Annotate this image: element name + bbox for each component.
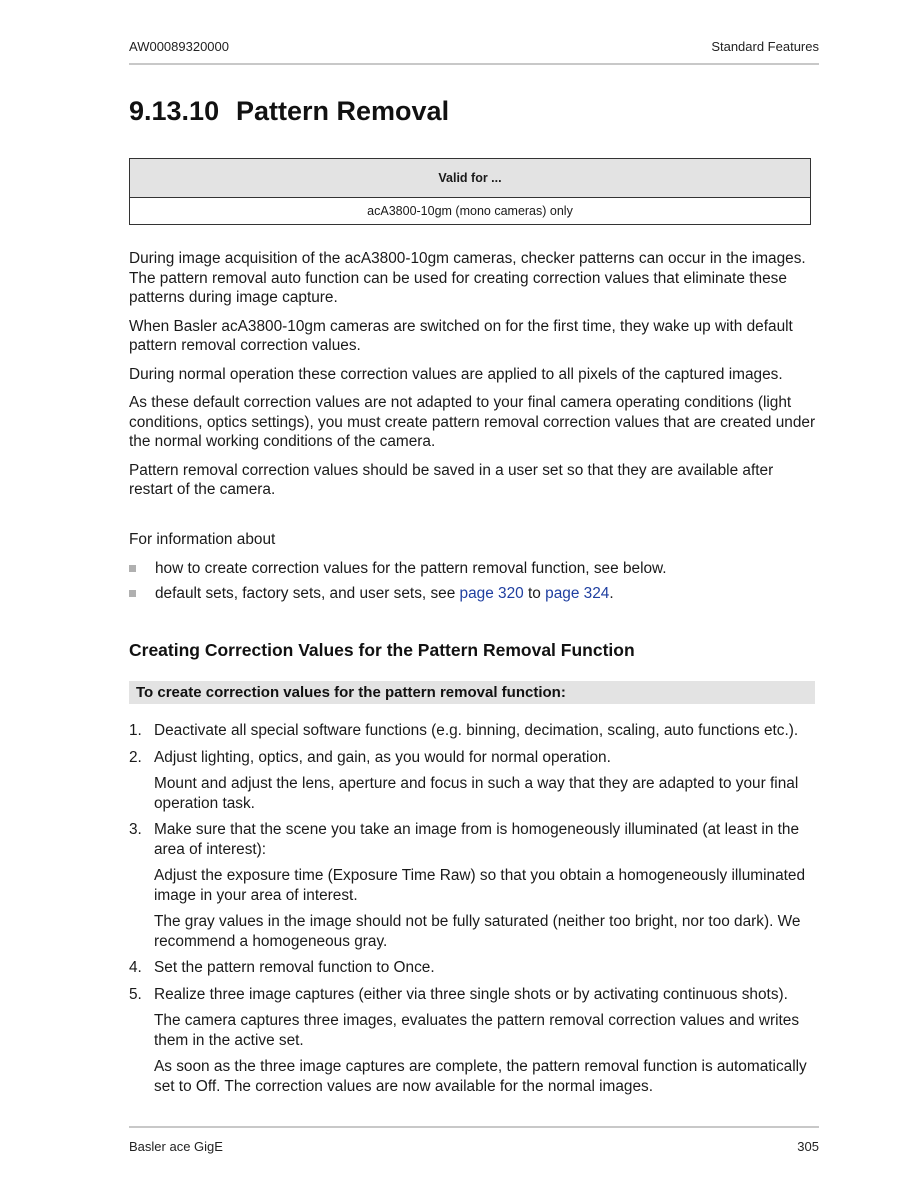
list-item-text: default sets, factory sets, and user sets, see xyxy=(155,585,460,602)
procedure-heading-bar xyxy=(129,681,815,704)
validity-table-header: Valid for ... xyxy=(130,159,811,198)
square-bullet-icon xyxy=(129,590,136,597)
list-item-text: . xyxy=(609,585,614,602)
step-1 xyxy=(129,721,819,741)
step-number: 3. xyxy=(129,821,142,838)
step-text: Adjust lighting, optics, and gain, as you would for normal operation. xyxy=(154,748,611,766)
paragraph: As these default correction values are not adapted to your final camera operating conditions (light conditions, optics settings), you must create pattern removal correction values that are created under the normal working conditions of the camera. xyxy=(129,394,816,450)
paragraph: When Basler acA3800-10gm cameras are switched on for the first time, they wake up with default pattern removal correction values. xyxy=(129,317,793,354)
step-text: Deactivate all special software functions (e.g. binning, decimation, scaling, auto functions etc.). xyxy=(154,722,799,739)
step-note: The gray values in the image should not be fully saturated (neither too bright, nor too dark). We recommend a homogeneous gray. xyxy=(154,913,801,950)
product-name: Basler ace GigE xyxy=(129,1139,223,1154)
section-title: Pattern Removal xyxy=(236,96,450,126)
step-text: Set the pattern removal function to Once. xyxy=(154,959,435,976)
step-5 xyxy=(129,985,819,1097)
doc-id: AW00089320000 xyxy=(129,39,229,54)
paragraph: Pattern removal correction values should be saved in a user set so that they are available after restart of the camera. xyxy=(129,461,774,498)
page-header xyxy=(129,39,819,55)
list-item xyxy=(129,559,819,579)
step-note: The camera captures three images, evaluates the pattern removal correction values and writes them in the active set. xyxy=(154,1012,800,1049)
list-item-text: to xyxy=(523,585,546,602)
section-number: 9.13.10 xyxy=(129,96,220,126)
step-text: Realize three image captures (either via three single shots or by activating continuous shots). xyxy=(154,985,788,1003)
procedure-steps xyxy=(129,721,819,1103)
square-bullet-icon xyxy=(129,565,136,572)
step-number: 1. xyxy=(129,722,142,739)
info-block xyxy=(129,530,819,610)
page-320-link[interactable]: page 320 xyxy=(459,585,524,602)
list-item xyxy=(129,584,819,604)
page-324-link[interactable]: page 324 xyxy=(545,585,610,602)
step-note: Adjust the exposure time (Exposure Time Raw) so that you obtain a homogeneously illuminated image in your area of interest. xyxy=(154,867,806,904)
step-4 xyxy=(129,958,819,978)
validity-table-value: acA3800-10gm (mono cameras) only xyxy=(130,198,811,225)
step-note: As soon as the three image captures are complete, the pattern removal function is automatically set to Off. The correction values are now available for the normal images. xyxy=(154,1058,807,1095)
step-number: 5. xyxy=(129,985,142,1003)
step-number: 2. xyxy=(129,748,142,766)
subsection-heading: Creating Correction Values for the Pattern Removal Function xyxy=(129,640,635,660)
step-note: Mount and adjust the lens, aperture and focus in such a way that they are adapted to your final operation task. xyxy=(154,775,799,812)
paragraph: During normal operation these correction values are applied to all pixels of the captured images. xyxy=(129,365,783,383)
paragraph: During image acquisition of the acA3800-10gm cameras, checker patterns can occur in the images. The pattern removal auto function can be used for creating correction values that eliminate these patterns during image capture. xyxy=(129,250,806,306)
page-number: 305 xyxy=(797,1139,819,1154)
intro-paragraphs xyxy=(129,249,819,509)
section-heading xyxy=(129,96,449,127)
procedure-heading: To create correction values for the pattern removal function: xyxy=(136,684,566,701)
info-intro: For information about xyxy=(129,531,276,548)
step-2 xyxy=(129,748,819,814)
step-text: Make sure that the scene you take an image from is homogeneously illuminated (at least in the area of interest): xyxy=(154,821,800,858)
footer-divider xyxy=(129,1126,819,1128)
validity-table xyxy=(129,158,811,225)
info-list xyxy=(129,559,819,604)
step-3 xyxy=(129,820,819,951)
chapter-title: Standard Features xyxy=(711,39,819,54)
list-item-text: how to create correction values for the pattern removal function, see below. xyxy=(155,559,667,577)
step-number: 4. xyxy=(129,959,142,976)
header-divider xyxy=(129,63,819,65)
